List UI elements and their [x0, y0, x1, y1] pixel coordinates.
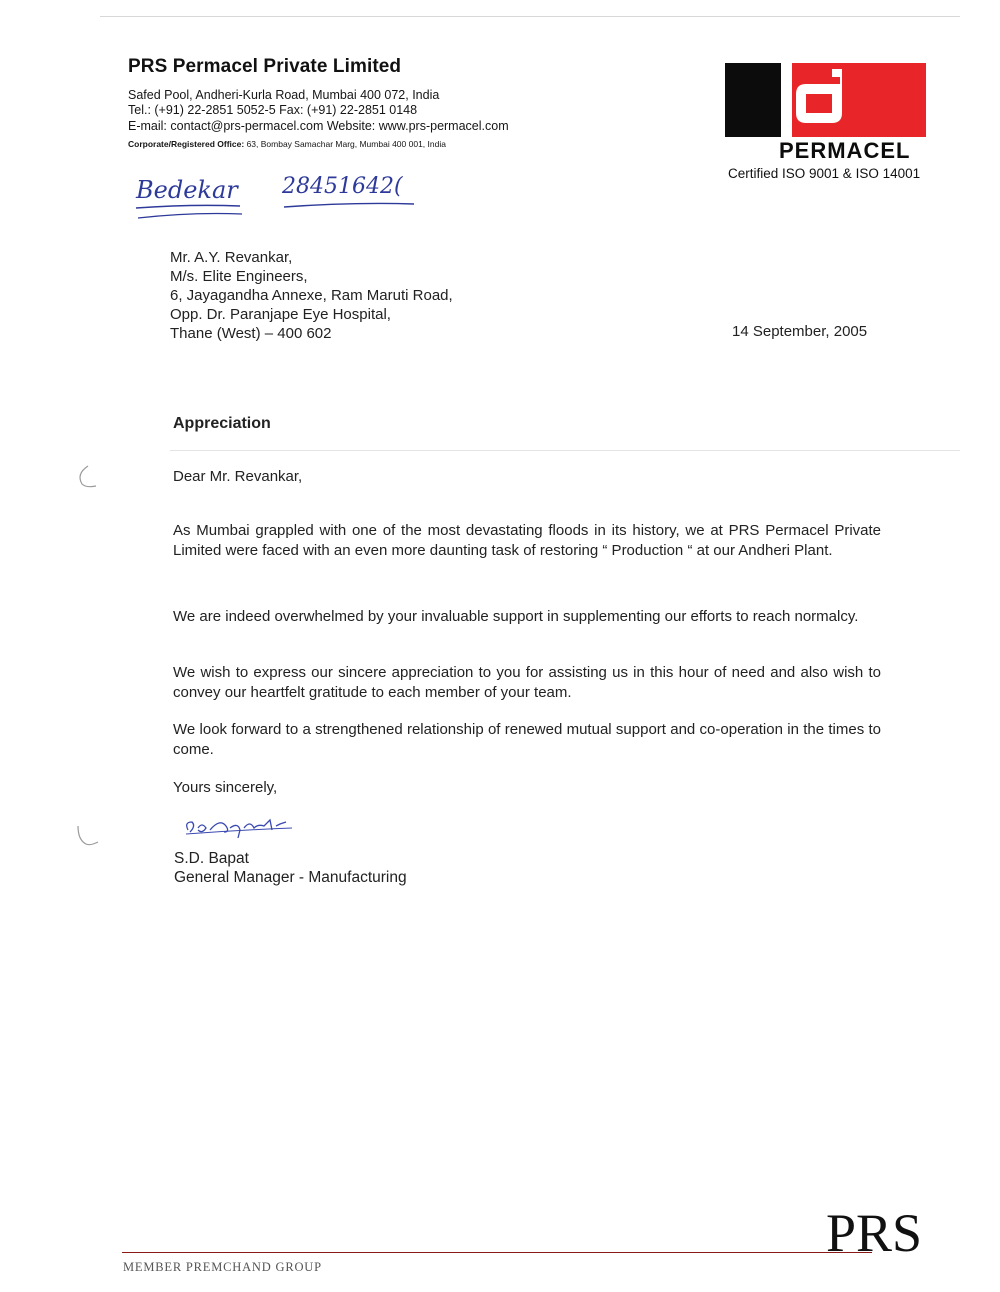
prs-logo-text: PRS: [826, 1203, 923, 1263]
footer-rule: [122, 1252, 872, 1253]
registered-office-address: 63, Bombay Samachar Marg, Mumbai 400 001, India: [244, 139, 446, 149]
scan-edge-line: [100, 16, 960, 17]
recipient-line: 6, Jayagandha Annexe, Ram Maruti Road,: [170, 287, 453, 304]
permacel-logo-red-block: [792, 63, 926, 137]
closing: Yours sincerely,: [173, 779, 278, 796]
signature-icon: [180, 812, 305, 842]
handwritten-name: Bedekar: [136, 176, 238, 204]
permacel-logo-black-block: [725, 63, 781, 137]
recipient-line: Mr. A.Y. Revankar,: [170, 249, 293, 266]
member-group-text: MEMBER PREMCHAND GROUP: [123, 1260, 322, 1274]
prs-footer-logo-icon: [826, 1203, 930, 1275]
punch-mark-icon: [72, 462, 102, 492]
company-email-website: E-mail: contact@prs-permacel.com Website: www.prs-permacel.com: [128, 119, 509, 133]
recipient-line: Opp. Dr. Paranjape Eye Hospital,: [170, 306, 391, 323]
registered-office: [128, 139, 446, 149]
body-paragraph: We wish to express our sincere appreciation to you for assisting us in this hour of need and also wish to convey our heartfelt gratitude to each member of your team.: [173, 664, 881, 701]
registered-office-label: Corporate/Registered Office:: [128, 139, 245, 149]
salutation: Dear Mr. Revankar,: [173, 468, 303, 485]
iso-certification: Certified ISO 9001 & ISO 14001: [728, 166, 921, 181]
company-name: PRS Permacel Private Limited: [128, 56, 402, 77]
letter-subject: Appreciation: [173, 415, 271, 432]
permacel-logo-wordmark: PERMACEL: [779, 138, 911, 163]
signatory-title: General Manager - Manufacturing: [174, 869, 407, 886]
company-phone-fax: Tel.: (+91) 22-2851 5052-5 Fax: (+91) 22-2851 0148: [128, 103, 418, 117]
handwritten-underline-icon: [132, 200, 422, 224]
scan-fold-line: [170, 450, 960, 451]
recipient-line: Thane (West) – 400 602: [170, 325, 332, 342]
handwritten-number: 28451642(: [282, 174, 403, 199]
company-address: Safed Pool, Andheri-Kurla Road, Mumbai 400 072, India: [128, 88, 440, 102]
letter-date: 14 September, 2005: [732, 323, 868, 340]
body-paragraph: As Mumbai grappled with one of the most devastating floods in its history, we at PRS Permacel Private Limited were faced with an even more daunting task of restoring “ Production “ at our Andheri Plant.: [173, 522, 881, 559]
permacel-p-mark-icon: [792, 63, 926, 137]
body-paragraph: We look forward to a strengthened relationship of renewed mutual support and co-operation in the times to come.: [173, 721, 881, 758]
body-paragraph: We are indeed overwhelmed by your invaluable support in supplementing our efforts to reach normalcy.: [173, 608, 859, 625]
recipient-line: M/s. Elite Engineers,: [170, 268, 308, 285]
signatory-name: S.D. Bapat: [174, 850, 249, 867]
punch-mark-icon: [72, 822, 102, 852]
